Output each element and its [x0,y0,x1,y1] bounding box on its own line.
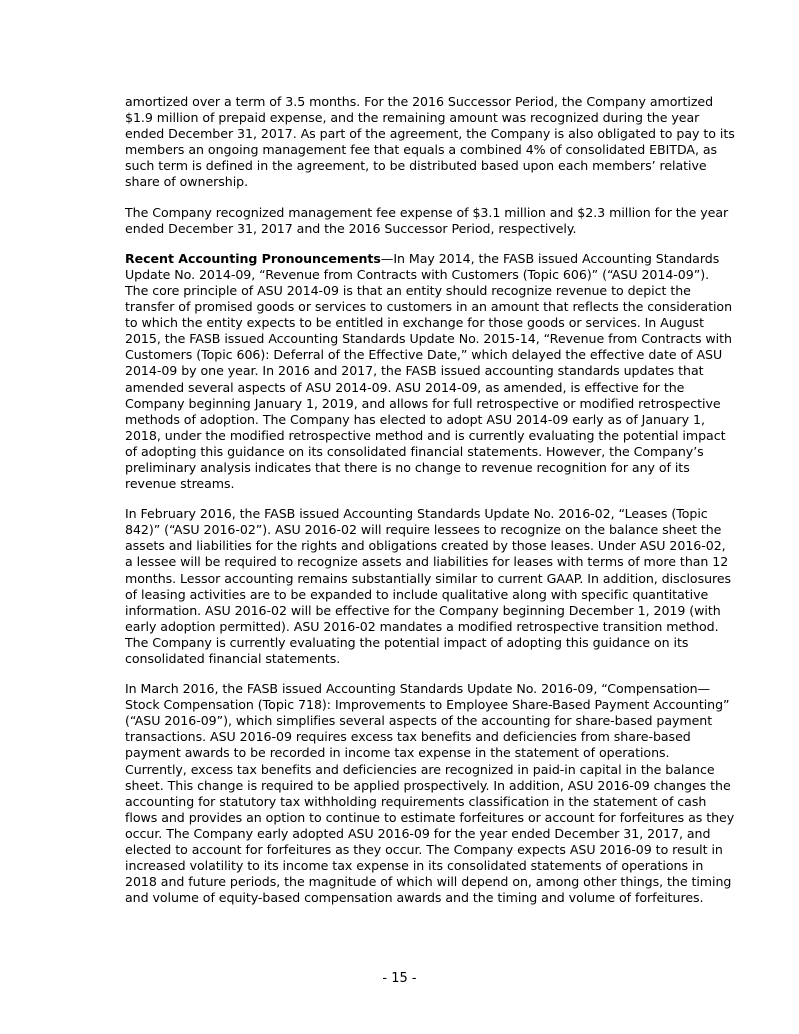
paragraph-text: The Company recognized management fee expense of $3.1 million and $2.3 million for the year ended December 31, 2017 and the 2016 Successor Period, respectively. [125,204,729,236]
paragraph-asu-2016-09 [125,681,735,906]
paragraph-text: In February 2016, the FASB issued Accounting Standards Update No. 2016-02, “Leases (Topic 842)” (“ASU 2016-02”). ASU 2016-02 will require lessees to recognize on the balance sheet the assets and liabilities for the rights and obligations created by those leases. Under ASU 2016-02, a lessee will be required to recognize assets and liabilities for leases with terms of more than 12 months. Lessor accounting remains substantially similar to current GAAP. In addition, disclosures of leasing activities are to be expanded to include qualitative along with specific quantitative information. ASU 2016-02 will be effective for the Company beginning December 1, 2019 (with early adoption permitted). ASU 2016-02 mandates a modified retrospective transition method. The Company is currently evaluating the potential impact of adopting this guidance on its consolidated financial statements. [125,506,732,666]
document-body [125,94,735,920]
paragraph-asu-2016-02 [125,506,735,667]
page-number: - 15 - [382,971,417,986]
paragraph-text: In March 2016, the FASB issued Accounting Standards Update No. 2016-09, “Compensation—Stock Compensation (Topic 718): Improvements to Employee Share-Based Payment Accounting” (“ASU 2016-09”), which simplifies several aspects of the accounting for share-based payment transactions. ASU 2016-09 requires excess tax benefits and deficiencies from share-based payment awards to be recorded in income tax expense in the statement of operations. Currently, excess tax benefits and deficiencies are recognized in paid-in capital in the balance sheet. This change is required to be applied prospectively. In addition, ASU 2016-09 changes the accounting for statutory tax withholding requirements classification in the statement of cash flows and provides an option to continue to estimate forfeitures or account for forfeitures as they occur. The Company early adopted ASU 2016-09 for the year ended December 31, 2017, and elected to account for forfeitures as they occur. The Company expects ASU 2016-09 to result in increased volatility to its income tax expense in its consolidated statements of operations in 2018 and future periods, the magnitude of which will depend on, among other things, the timing and volume of equity-based compensation awards and the timing and volume of forfeitures. [125,681,735,906]
paragraph-text: amortized over a term of 3.5 months. For the 2016 Successor Period, the Company amortized $1.9 million of prepaid expense, and the remaining amount was recognized during the year ended December 31, 2017. As part of the agreement, the Company is also obligated to pay to its members an ongoing management fee that equals a combined 4% of consolidated EBITDA, as such term is defined in the agreement, to be distributed based upon each members’ relative share of ownership. [125,94,735,190]
paragraph-recent-accounting-pronouncements [125,251,735,492]
section-heading: Recent Accounting Pronouncements [125,250,381,266]
paragraph-text: —In May 2014, the FASB issued Accounting Standards Update No. 2014-09, “Revenue from Contracts with Customers (Topic 606)” (“ASU 2014-09”). The core principle of ASU 2014-09 is that an entity should recognize revenue to depict the transfer of promised goods or services to customers in an amount that reflects the consideration to which the entity expects to be entitled in exchange for those goods or services. In August 2015, the FASB issued Accounting Standards Update No. 2015-14, “Revenue from Contracts with Customers (Topic 606): Deferral of the Effective Date,” which delayed the effective date of ASU 2014-09 by one year. In 2016 and 2017, the FASB issued accounting standards updates that amended several aspects of ASU 2014-09. ASU 2014-09, as amended, is effective for the Company beginning January 1, 2019, and allows for full retrospective or modified retrospective methods of adoption. The Company has elected to adopt ASU 2014-09 early as of January 1, 2018, under the modified retrospective method and is currently evaluating the potential impact of adopting this guidance on its consolidated financial statements. However, the Company’s preliminary analysis indicates that there is no change to revenue recognition for any of its revenue streams. [125,250,733,492]
paragraph-management-fee-amortization [125,94,735,191]
paragraph-management-fee-expense [125,205,735,237]
